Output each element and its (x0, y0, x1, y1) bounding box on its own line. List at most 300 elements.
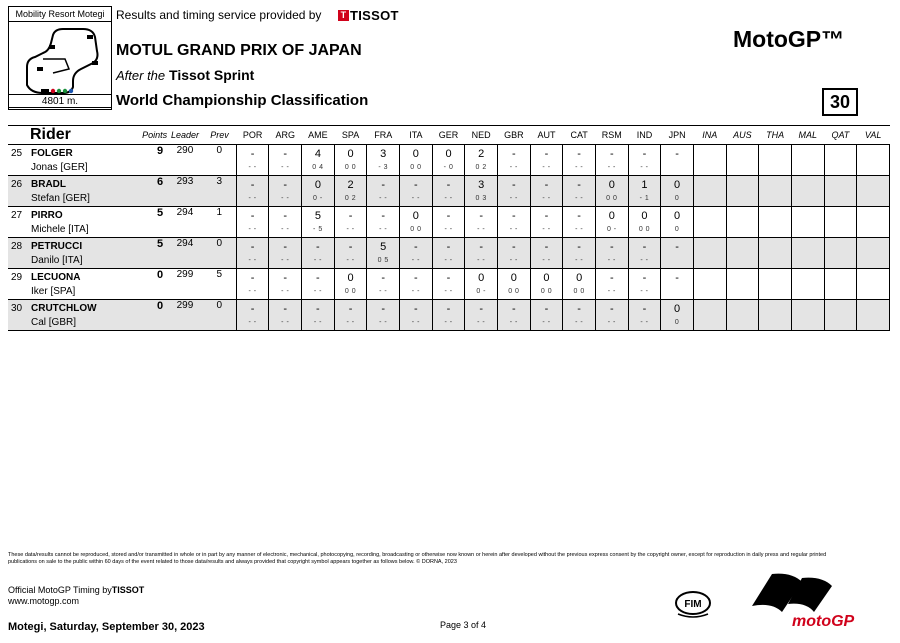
future-race-cell (857, 207, 890, 238)
sprint-points: - 1 (639, 195, 650, 202)
session-name: Tissot Sprint (169, 67, 255, 83)
race-points: - (511, 148, 516, 160)
future-race-cell (693, 176, 726, 207)
race-points-cell (563, 176, 596, 207)
race-points-cell (400, 176, 433, 207)
future-race-cell (693, 300, 726, 331)
race-points: 4 (314, 148, 321, 160)
race-points: - (381, 272, 386, 284)
rider-cell (8, 238, 125, 269)
race-points: - (511, 241, 516, 253)
race-points: - (381, 210, 386, 222)
race-points: 0 (347, 148, 354, 160)
rider-last-name: BRADL (31, 179, 66, 190)
sprint-points: - - (346, 319, 355, 326)
sprint-points: - - (542, 257, 551, 264)
official-timing-brand: TISSOT (111, 585, 145, 595)
future-race-header: QAT (824, 126, 857, 145)
race-points: - (675, 241, 679, 253)
sprint-points: - - (477, 226, 486, 233)
sprint-points: 0 5 (377, 257, 389, 264)
prev-cell: 1 (203, 207, 237, 238)
future-race-cell (824, 269, 857, 300)
race-points-cell (302, 238, 335, 269)
race-points: - (675, 272, 679, 284)
race-points: - (642, 241, 647, 253)
future-race-cell (857, 238, 890, 269)
rider-first-name: Michele [ITA] (31, 224, 89, 235)
future-race-cell (824, 300, 857, 331)
sprint-points: 0 4 (312, 164, 324, 171)
race-points-cell (595, 145, 628, 176)
race-points: 3 (380, 148, 387, 160)
race-points-cell (661, 269, 694, 300)
sprint-points: - - (313, 257, 322, 264)
race-points: 0 (510, 272, 517, 284)
race-header: POR (236, 126, 269, 145)
table-row (8, 269, 890, 300)
race-points-cell (465, 269, 498, 300)
race-points: - (283, 303, 288, 315)
race-points: 0 (608, 210, 615, 222)
footer-date: Motegi, Saturday, September 30, 2023 (8, 621, 205, 633)
race-points: 5 (314, 210, 321, 222)
sprint-points: - - (379, 195, 388, 202)
race-points: - (609, 272, 614, 284)
race-header: SPA (334, 126, 367, 145)
sprint-points: 0 0 (573, 288, 585, 295)
sprint-points: - - (444, 195, 453, 202)
future-race-cell (857, 176, 890, 207)
race-points: 0 (576, 272, 583, 284)
race-points-cell (269, 269, 302, 300)
race-points: - (414, 303, 418, 315)
race-points-cell (367, 300, 400, 331)
race-header: ARG (269, 126, 302, 145)
race-points: 0 (445, 148, 452, 160)
table-body (8, 145, 890, 331)
classification-table (8, 125, 890, 331)
sprint-points: - - (640, 164, 649, 171)
race-points-cell (628, 238, 661, 269)
table-row (8, 300, 890, 331)
race-points: - (250, 148, 255, 160)
future-race-cell (726, 176, 759, 207)
sprint-points: - - (575, 319, 584, 326)
race-points: 0 (412, 148, 419, 160)
official-timing (8, 585, 144, 595)
race-points: - (544, 148, 549, 160)
sprint-points: 0 0 (606, 195, 618, 202)
race-points: 0 (608, 179, 615, 191)
race-points: - (479, 303, 483, 315)
future-race-header: THA (759, 126, 792, 145)
race-points: - (642, 272, 647, 284)
sprint-points: - - (281, 257, 290, 264)
future-race-header: MAL (791, 126, 824, 145)
race-points-cell (563, 238, 596, 269)
rider-cell (8, 269, 125, 300)
race-header: CAT (563, 126, 596, 145)
race-header: RSM (595, 126, 628, 145)
race-points-cell (661, 176, 694, 207)
points-cell: 6 (125, 176, 167, 207)
sprint-points: - - (444, 288, 453, 295)
race-header: GER (432, 126, 465, 145)
future-race-cell (759, 145, 792, 176)
future-race-cell (726, 269, 759, 300)
circuit-length: 4801 m. (8, 94, 112, 110)
race-points-cell (236, 207, 269, 238)
tissot-logo (338, 8, 399, 23)
circuit-box (8, 6, 112, 108)
race-points-cell (498, 207, 531, 238)
prev-header: Prev (203, 126, 237, 145)
future-race-cell (791, 207, 824, 238)
race-points-cell (334, 176, 367, 207)
sprint-points: - - (281, 288, 290, 295)
sprint-points: - - (248, 319, 257, 326)
race-points: - (414, 241, 418, 253)
race-points-cell (269, 145, 302, 176)
race-points-cell (595, 238, 628, 269)
circuit-map-icon (13, 23, 107, 99)
rider-first-name: Cal [GBR] (31, 317, 77, 328)
future-race-cell (759, 176, 792, 207)
race-header: AME (302, 126, 335, 145)
race-points-cell (530, 145, 563, 176)
prev-cell: 0 (203, 145, 237, 176)
future-race-header: AUS (726, 126, 759, 145)
sprint-points: - - (281, 164, 290, 171)
rider-last-name: FOLGER (31, 148, 73, 159)
sprint-points: - - (411, 288, 420, 295)
race-points-cell (498, 300, 531, 331)
race-points-cell (367, 145, 400, 176)
future-race-cell (824, 176, 857, 207)
race-points: 0 (674, 179, 681, 191)
sprint-points: 0 (674, 195, 680, 202)
sprint-points: - - (411, 319, 420, 326)
rider-cell (8, 176, 125, 207)
future-race-cell (693, 207, 726, 238)
website-link[interactable]: www.motogp.com (8, 596, 80, 606)
copyright-disclaimer: These data/results cannot be reproduced, stored and/or transmitted in whole or in part by any manner of electronic, mechanical, photocopying, recording, broadcasting or otherwise now known or herein after developed without the previous express consent by the copyright owner, except for reproduction in daily press and regular printed publications on sale to the public within 60 days of the event related to those data/results and always provided that copyright symbol appears together as follows below. © DORNA, 2023 (8, 552, 827, 565)
future-race-header: VAL (857, 126, 890, 145)
motogp-logo-text: motoGP (792, 613, 855, 630)
leader-gap-cell: 294 (167, 238, 203, 269)
race-header: AUT (530, 126, 563, 145)
sprint-points: 0 0 (638, 226, 651, 233)
leader-gap-cell: 299 (167, 269, 203, 300)
race-points-cell (302, 300, 335, 331)
page-count: Page 3 of 4 (440, 620, 487, 630)
race-points-cell (432, 300, 465, 331)
race-points-cell (367, 207, 400, 238)
race-points-cell (400, 238, 433, 269)
race-points: - (348, 303, 353, 315)
race-header: JPN (661, 126, 694, 145)
race-points: - (250, 241, 255, 253)
race-points-cell (400, 269, 433, 300)
race-points-cell (236, 269, 269, 300)
future-race-cell (791, 176, 824, 207)
race-points-cell (334, 238, 367, 269)
race-points-cell (334, 300, 367, 331)
sprint-points: 0 3 (475, 195, 487, 202)
race-points-cell (661, 145, 694, 176)
race-points: - (577, 210, 581, 222)
rider-last-name: CRUTCHLOW (31, 303, 97, 314)
sprint-points: 0 2 (475, 164, 487, 171)
race-points-cell (530, 269, 563, 300)
race-points-cell (563, 269, 596, 300)
race-points-cell (595, 176, 628, 207)
future-race-cell (693, 269, 726, 300)
sprint-points: - - (607, 257, 616, 264)
race-points: 1 (641, 179, 648, 191)
race-points-cell (432, 238, 465, 269)
future-race-header: INA (693, 126, 726, 145)
race-points: 0 (478, 272, 485, 284)
race-points-cell (661, 238, 694, 269)
future-race-cell (791, 269, 824, 300)
fim-logo-icon (674, 590, 712, 620)
race-points-cell (400, 300, 433, 331)
race-points-cell (530, 300, 563, 331)
race-points-cell (465, 207, 498, 238)
rider-header: Rider (8, 126, 125, 145)
race-points: 0 (674, 303, 681, 315)
race-points: - (446, 210, 451, 222)
tissot-cross-icon: T (338, 10, 349, 21)
race-points-cell (302, 269, 335, 300)
sprint-points: 0 - (313, 195, 323, 202)
race-points: - (479, 210, 483, 222)
sprint-points: - - (509, 319, 518, 326)
race-header: IND (628, 126, 661, 145)
race-points-cell (236, 300, 269, 331)
race-points-cell (563, 300, 596, 331)
prev-cell: 0 (203, 238, 237, 269)
race-points: 5 (380, 241, 387, 253)
event-title: MOTUL GRAND PRIX OF JAPAN (116, 42, 362, 59)
race-points-cell (563, 145, 596, 176)
sprint-points: 0 (674, 226, 680, 233)
race-points: - (642, 303, 647, 315)
race-points: - (316, 303, 320, 315)
race-points-cell (400, 207, 433, 238)
future-race-cell (693, 145, 726, 176)
future-race-cell (791, 300, 824, 331)
future-race-cell (824, 238, 857, 269)
sprint-points: - - (444, 257, 453, 264)
points-cell: 9 (125, 145, 167, 176)
race-points-cell (236, 145, 269, 176)
race-points: - (577, 303, 581, 315)
table-row (8, 238, 890, 269)
rider-position: 27 (11, 210, 23, 221)
race-points: - (544, 210, 549, 222)
race-points: - (544, 179, 549, 191)
race-points: - (446, 241, 451, 253)
race-points-cell (628, 176, 661, 207)
circuit-name: Mobility Resort Motegi (9, 7, 111, 22)
race-points-cell (269, 238, 302, 269)
sprint-points: - - (607, 164, 616, 171)
race-points-cell (269, 207, 302, 238)
sprint-points: - - (509, 195, 518, 202)
future-race-cell (824, 145, 857, 176)
future-race-cell (693, 238, 726, 269)
race-points-cell (465, 145, 498, 176)
motogp-logo-icon (742, 572, 862, 630)
race-points-cell (367, 269, 400, 300)
race-points: - (414, 179, 418, 191)
race-header: FRA (367, 126, 400, 145)
points-cell: 0 (125, 300, 167, 331)
rider-last-name: LECUONA (31, 272, 81, 283)
tissot-brand: TISSOT (350, 8, 399, 23)
race-points: 0 (674, 210, 681, 222)
race-points: - (577, 179, 581, 191)
future-race-cell (726, 207, 759, 238)
race-header: NED (465, 126, 498, 145)
sprint-points: 0 0 (410, 226, 422, 233)
leader-gap-cell: 294 (167, 207, 203, 238)
race-points-cell (661, 207, 694, 238)
sprint-points: 0 - (476, 288, 486, 295)
race-points: - (316, 241, 320, 253)
race-points-cell (334, 269, 367, 300)
race-points: - (642, 148, 647, 160)
points-cell: 5 (125, 207, 167, 238)
race-points: - (577, 241, 581, 253)
future-race-cell (857, 145, 890, 176)
rider-position: 26 (11, 179, 23, 190)
race-points: - (511, 179, 516, 191)
race-points-cell (302, 176, 335, 207)
sprint-points: - - (379, 319, 388, 326)
sprint-points: - - (444, 319, 453, 326)
race-points: - (250, 272, 255, 284)
sprint-points: - - (640, 257, 649, 264)
race-points: - (479, 241, 483, 253)
sprint-points: - - (346, 257, 355, 264)
sprint-points: 0 0 (344, 288, 357, 295)
race-points: - (250, 210, 255, 222)
sprint-points: - 5 (313, 226, 323, 233)
classification-title: World Championship Classification (116, 92, 369, 109)
sprint-points: - - (379, 226, 388, 233)
sprint-points: - - (575, 226, 584, 233)
points-cell: 0 (125, 269, 167, 300)
future-race-cell (726, 238, 759, 269)
fim-logo-text: FIM (684, 599, 702, 610)
leader-gap-cell: 293 (167, 176, 203, 207)
race-points: - (381, 303, 386, 315)
race-points: - (609, 303, 614, 315)
race-points-cell (530, 238, 563, 269)
race-points: - (348, 241, 353, 253)
rider-cell (8, 145, 125, 176)
sprint-points: - - (248, 288, 257, 295)
session-prefix: After the (116, 68, 166, 83)
table-row (8, 145, 890, 176)
sprint-points: - - (444, 226, 453, 233)
sprint-points: - - (281, 195, 290, 202)
race-points: - (283, 272, 288, 284)
sprint-points: - - (281, 319, 290, 326)
race-points: - (577, 148, 581, 160)
race-header: ITA (400, 126, 433, 145)
race-points: - (348, 210, 353, 222)
future-race-cell (759, 269, 792, 300)
sprint-points: - - (607, 319, 616, 326)
race-points-cell (432, 207, 465, 238)
race-points-cell (595, 269, 628, 300)
sprint-points: - - (248, 226, 257, 233)
race-points-cell (465, 238, 498, 269)
race-points: - (609, 241, 614, 253)
sprint-points: - - (248, 195, 257, 202)
race-points-cell (432, 269, 465, 300)
race-points-cell (498, 269, 531, 300)
race-points: - (283, 148, 288, 160)
sprint-points: - - (542, 226, 551, 233)
race-points-cell (628, 269, 661, 300)
session-line (116, 67, 254, 83)
race-points-cell (236, 176, 269, 207)
sprint-points: - - (607, 288, 616, 295)
sprint-points: - - (411, 257, 420, 264)
future-race-cell (791, 238, 824, 269)
race-points: - (511, 303, 516, 315)
points-cell: 5 (125, 238, 167, 269)
race-points-cell (302, 207, 335, 238)
rider-first-name: Iker [SPA] (31, 286, 76, 297)
sprint-points: - - (575, 257, 584, 264)
race-points: - (446, 303, 451, 315)
race-points-cell (432, 176, 465, 207)
rider-first-name: Jonas [GER] (31, 162, 88, 173)
race-points: - (283, 210, 288, 222)
race-points-cell (400, 145, 433, 176)
sprint-points: - - (542, 164, 551, 171)
sprint-points: - - (575, 195, 584, 202)
race-points: 0 (543, 272, 550, 284)
table-row (8, 176, 890, 207)
race-points-cell (367, 238, 400, 269)
future-race-cell (824, 207, 857, 238)
future-race-cell (726, 300, 759, 331)
official-timing-prefix: Official MotoGP Timing by (8, 585, 112, 595)
race-points: - (511, 210, 516, 222)
table-header-row (8, 126, 890, 145)
race-points: - (609, 148, 614, 160)
prev-cell: 3 (203, 176, 237, 207)
sprint-points: - - (640, 319, 649, 326)
race-points-cell (269, 300, 302, 331)
sprint-points: - - (575, 164, 584, 171)
race-points: - (381, 179, 386, 191)
sprint-points: - - (640, 288, 649, 295)
race-points: - (544, 241, 549, 253)
race-points: - (250, 179, 255, 191)
motogp-brand: MotoGP™ (733, 26, 845, 52)
sprint-points: 0 - (606, 226, 617, 233)
race-points-cell (269, 176, 302, 207)
